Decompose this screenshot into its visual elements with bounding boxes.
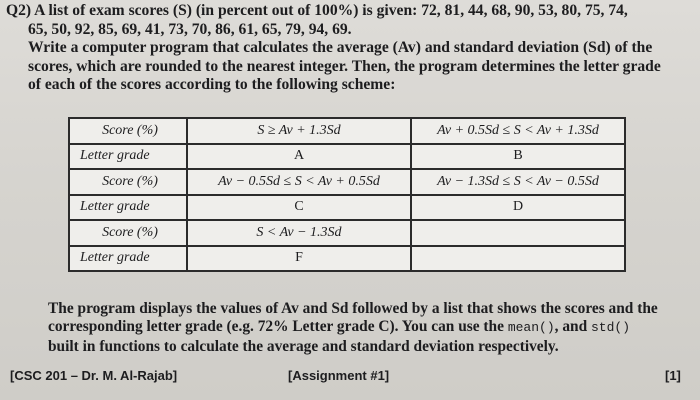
empty-cell (411, 246, 625, 272)
criterion-cell: Av − 0.5Sd ≤ S < Av + 0.5Sd (187, 169, 411, 195)
instruction-text: corresponding letter grade (e.g. 72% Letter grade C). You can use the (48, 318, 504, 336)
instructions-text (48, 300, 688, 356)
score-label-cell: Score (%) (69, 118, 187, 144)
score-label-cell: Score (%) (69, 220, 187, 246)
grade-cell: D (411, 195, 625, 221)
marks-label: [1] (665, 368, 681, 383)
letter-grade-label-cell: Letter grade (69, 144, 187, 170)
mean-function-code: mean() (507, 320, 555, 336)
assignment-label: [Assignment #1] (288, 368, 390, 383)
letter-grade-label-cell: Letter grade (69, 246, 187, 272)
course-label: [CSC 201 – Dr. M. Al-Rajab] (10, 368, 178, 383)
grade-cell: A (187, 144, 411, 170)
table-row (69, 195, 625, 221)
grade-cell: F (187, 246, 411, 272)
grading-scheme-table (68, 117, 626, 272)
empty-cell (411, 220, 625, 246)
std-function-code: std() (591, 320, 631, 336)
question-line: Write a computer program that calculates the average (Av) and standard deviation (Sd) of the (28, 39, 653, 56)
table-row (69, 144, 625, 170)
criterion-cell: Av + 0.5Sd ≤ S < Av + 1.3Sd (411, 118, 625, 144)
instruction-line (48, 318, 688, 337)
grade-cell: B (411, 144, 625, 170)
score-label-cell: Score (%) (69, 169, 187, 195)
criterion-cell: Av − 1.3Sd ≤ S < Av − 0.5Sd (411, 169, 625, 195)
table-row (69, 118, 625, 144)
instruction-line: built in functions to calculate the average and standard deviation respectively. (48, 337, 559, 355)
criterion-cell: S ≥ Av + 1.3Sd (187, 118, 411, 144)
and-text: , and (554, 318, 588, 336)
letter-grade-label-cell: Letter grade (69, 195, 187, 221)
question-line: of each of the scores according to the following scheme: (28, 76, 396, 93)
criterion-cell: S < Av − 1.3Sd (187, 220, 411, 246)
grade-cell: C (187, 195, 411, 221)
instruction-line: The program displays the values of Av and Sd followed by a list that shows the scores and the (48, 300, 658, 317)
table-row (69, 169, 625, 195)
question-line: Q2) A list of exam scores (S) (in percent out of 100%) is given: 72, 81, 44, 68, 90, 53, 80, 75, 74, (6, 2, 628, 19)
question-text (6, 2, 690, 95)
table-row (69, 220, 625, 246)
question-line: 65, 50, 92, 85, 69, 41, 73, 70, 86, 61, 65, 79, 94, 69. (28, 20, 352, 38)
question-line: scores, which are rounded to the nearest integer. Then, the program determines the letter grade (28, 57, 661, 75)
table-row (69, 246, 625, 272)
